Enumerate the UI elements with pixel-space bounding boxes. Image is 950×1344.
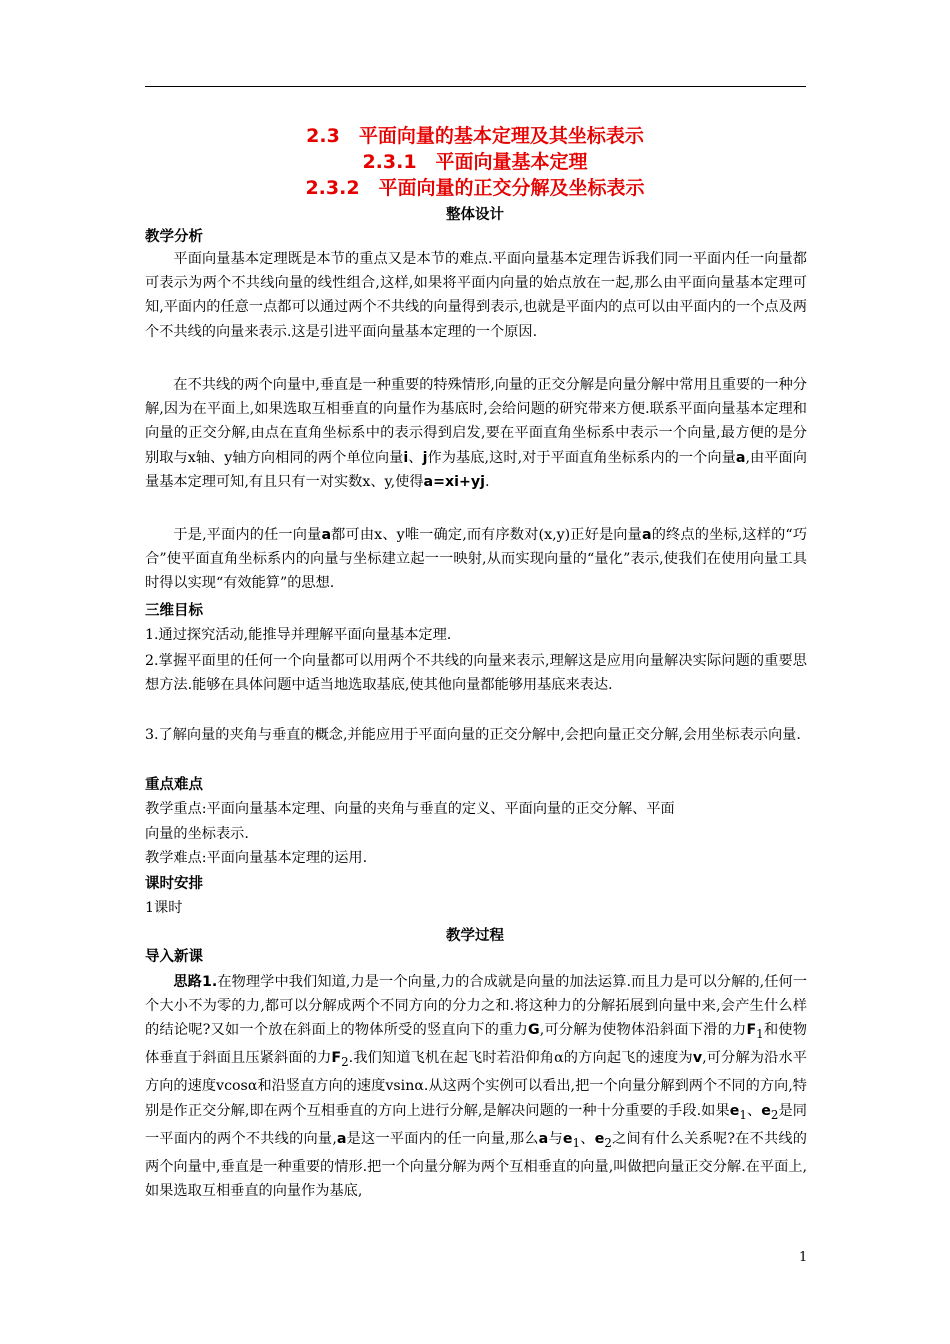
subsection-title-2: 2.3.2 平面向量的正交分解及坐标表示 [305, 177, 645, 199]
idea-1-paragraph: 思路1.在物理学中我们知道,力是一个向量,力的合成就是向量的加法运算.而且力是可以分解的,任何一个大小不为零的力,都可以分解成两个不同方向的分力之和.将这种力的分解拓展到向量中来,会产生什么样的结论呢?又如一个放在斜面上的物体所受的竖直向下的重力G,可分解为使物体沿斜面下滑的力$F_1$和使物体垂直于斜面且压紧斜面的力$F_2$.我们知道飞机在起飞时若沿仰角α的方向起飞的速度为v,可分解为沿水平方向的速度vcosα和沿竖直方向的速度vsinα.从这两个实例可以看出,把一个向量分解到两个不同的方向,特别是作正交分解,即在两个互相垂直的方向上进行分解,是解决问题的一种十分重要的手段.如果$e_1$、$e_2$是同一平面内的两个不共线的向量,a是这一平面内的任一向量,那么a与$e_1$、$e_2$之间有什么关系呢?在不共线的两个向量中,垂直是一种重要的情形.把一个向量分解为两个互相垂直的向量,叫做把向量正交分解.在平面上,如果选取互相垂直的向量作为基底, [145, 974, 808, 1199]
key-points-heading: 重点难点 [145, 777, 203, 793]
page-number: 1 [799, 1250, 808, 1265]
key-points-line-1: 教学重点:平面向量基本定理、向量的夹角与垂直的定义、平面向量的正交分解、平面 [145, 801, 675, 817]
goal-2: 2.掌握平面里的任何一个向量都可以用两个不共线的向量来表示,理解这是应用向量解决实际问题的重要思想方法.能够在具体问题中适当地选取基底,使其他向量都能够用基底来表达. [145, 653, 807, 694]
intro-heading: 导入新课 [145, 949, 203, 965]
overall-design-heading: 整体设计 [446, 207, 504, 223]
schedule-heading: 课时安排 [145, 876, 203, 892]
process-title: 教学过程 [446, 928, 504, 944]
analysis-paragraph-1: 平面向量基本定理既是本节的重点又是本节的难点.平面向量基本定理告诉我们同一平面内任一向量都可表示为两个不共线向量的线性组合,这样,如果将平面内向量的始点放在一起,那么由平面向量基本定理可知,平面内的任意一点都可以通过两个不共线的向量得到表示,也就是平面内的点可以由平面内的一个点及两个不共线的向量来表示.这是引进平面向量基本定理的一个原因. [145, 251, 807, 340]
analysis-paragraph-3: 于是,平面内的任一向量a都可由x、y唯一确定,而有序数对(x,y)正好是向量a的终点的坐标,这样的“巧合”使平面直角坐标系内的向量与坐标建立起一一映射,从而实现向量的“量化”表示,使我们在使用向量工具时得以实现“有效能算”的思想. [145, 527, 808, 592]
goals-heading: 三维目标 [145, 603, 203, 619]
section-title: 2.3 平面向量的基本定理及其坐标表示 [306, 125, 644, 147]
goal-1: 1.通过探究活动,能推导并理解平面向量基本定理. [145, 627, 452, 643]
subsection-title-1: 2.3.1 平面向量基本定理 [362, 151, 588, 173]
schedule-value: 1课时 [145, 900, 183, 916]
header-rule [145, 86, 806, 87]
key-points-line-2: 向量的坐标表示. [145, 826, 249, 842]
analysis-heading: 教学分析 [145, 229, 203, 245]
key-points-line-3: 教学难点:平面向量基本定理的运用. [145, 850, 368, 866]
analysis-paragraph-2: 在不共线的两个向量中,垂直是一种重要的特殊情形,向量的正交分解是向量分解中常用且重要的一种分解,因为在平面上,如果选取互相垂直的向量作为基底时,会给问题的研究带来方便.联系平面向量基本定理和向量的正交分解,由点在直角坐标系中的表示得到启发,要在平面直角坐标系中表示一个向量,最方便的是分别取与x轴、y轴方向相同的两个单位向量i、j作为基底,这时,对于平面直角坐标系内的一个向量a,由平面向量基本定理可知,有且只有一对实数x、y,使得a=xi+yj. [145, 377, 807, 490]
goal-3: 3.了解向量的夹角与垂直的概念,并能应用于平面向量的正交分解中,会把向量正交分解,会用坐标表示向量. [145, 727, 801, 743]
